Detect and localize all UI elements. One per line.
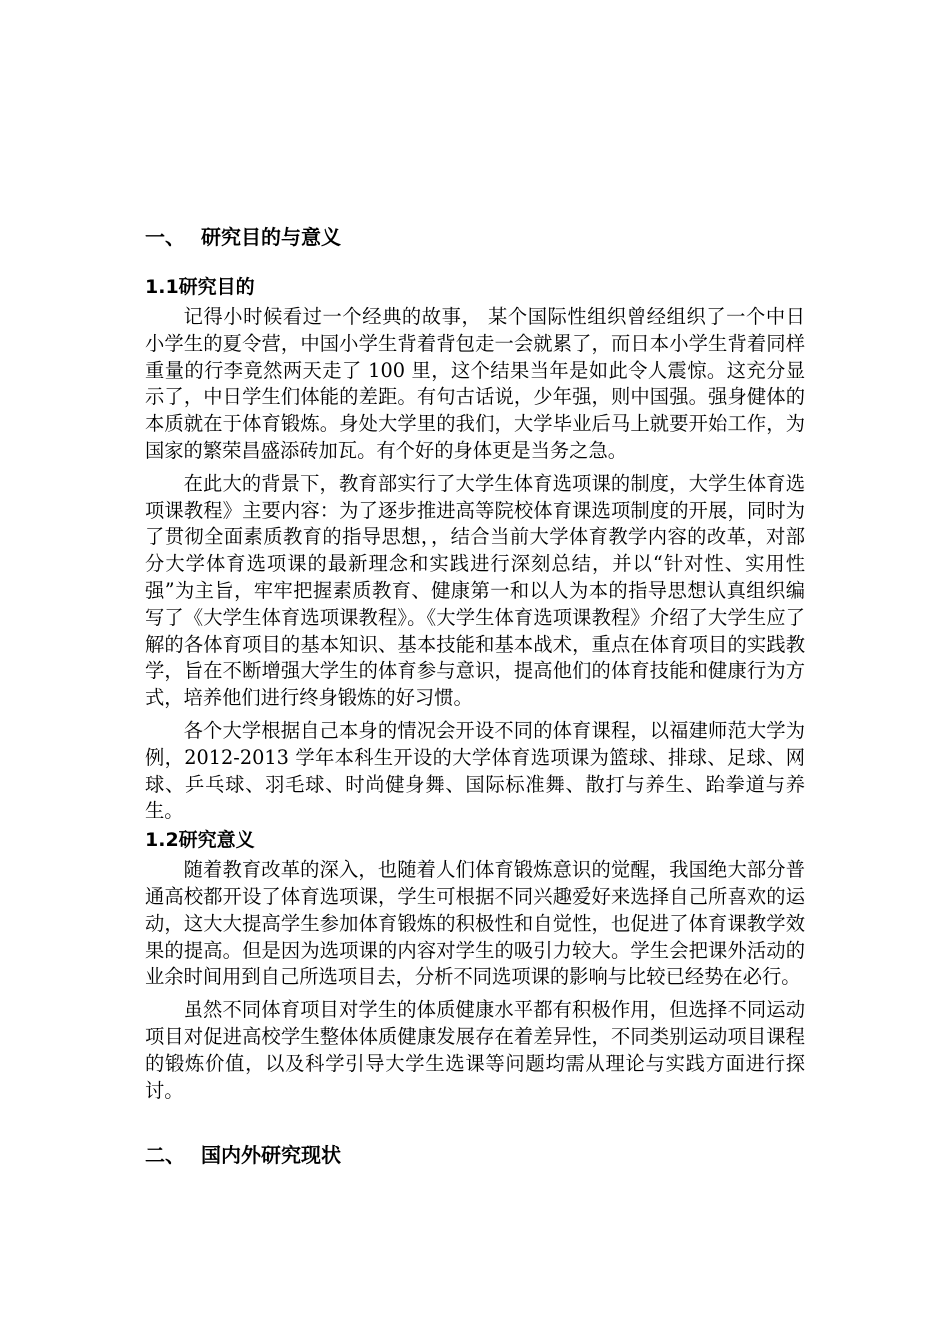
- paragraph: 随着教育改革的深入，也随着人们体育锻炼意识的觉醒，我国绝大部分普通高校都开设了体育选项课，学生可根据不同兴趣爱好来选择自己所喜欢的运动，这大大提高学生参加体育锻炼的积极性和自觉性，也促进了体育课教学效果的提高。但是因为选项课的内容对学生的吸引力较大。学生会把课外活动的业余时间用到自己所选项目去，分析不同选项课的影响与比较已经势在必行。: [145, 858, 805, 989]
- section-heading-1: [145, 222, 805, 252]
- subsection-heading-1-1: 1.1研究目的: [145, 276, 255, 298]
- paragraph: 虽然不同体育项目对学生的体质健康水平都有积极作用，但选择不同运动项目对促进高校学生整体体质健康发展存在着差异性，不同类别运动项目课程的锻炼价值，以及科学引导大学生选课等问题均需从理论与实践方面进行探讨。: [145, 998, 805, 1102]
- section-title: 国内外研究现状: [201, 1143, 341, 1168]
- subsection-heading-1-2: 1.2研究意义: [145, 829, 255, 852]
- section-heading-2: [145, 1140, 805, 1170]
- section-number: 一、: [145, 225, 185, 249]
- section-number: 二、: [145, 1143, 185, 1168]
- paragraph: 各个大学根据自己本身的情况会开设不同的体育课程，以福建师范大学为例，2012-2013 学年本科生开设的大学体育选项课为篮球、排球、足球、网球、乒乓球、羽毛球、时尚健身舞、国际标准舞、散打与养生、跆拳道与养生。: [145, 718, 805, 823]
- section-title: 研究目的与意义: [201, 225, 341, 249]
- paragraph: 记得小时候看过一个经典的故事， 某个国际性组织曾经组织了一个中日小学生的夏令营，中国小学生背着背包走一会就累了，而日本小学生背着同样重量的行李竟然两天走了 100 里，这个结果当年是如此令人震惊。这充分显示了，中日学生们体能的差距。有句古话说，少年强，则中国强。强身健体的本质就在于体育锻炼。身处大学里的我们，大学毕业后马上就要开始工作，为国家的繁荣昌盛添砖加瓦。有个好的身体更是当务之急。: [145, 305, 805, 462]
- document-body: [145, 222, 805, 1170]
- paragraph: 在此大的背景下，教育部实行了大学生体育选项课的制度，大学生体育选项课教程》主要内容：为了逐步推进高等院校体育课选项制度的开展，同时为了贯彻全面素质教育的指导思想，，结合当前大学体育教学内容的改革，对部分大学体育选项课的最新理念和实践进行深刻总结，并以“针对性、实用性强”为主旨，牢牢把握素质教育、健康第一和以人为本的指导思想认真组织编写了《大学生体育选项课教程》。《大学生体育选项课教程》介绍了大学生应了解的各体育项目的基本知识、基本技能和基本战术，重点在体育项目的实践教学，旨在不断增强大学生的体育参与意识，提高他们的体育技能和健康行为方式，培养他们进行终身锻炼的好习惯。: [145, 471, 805, 710]
